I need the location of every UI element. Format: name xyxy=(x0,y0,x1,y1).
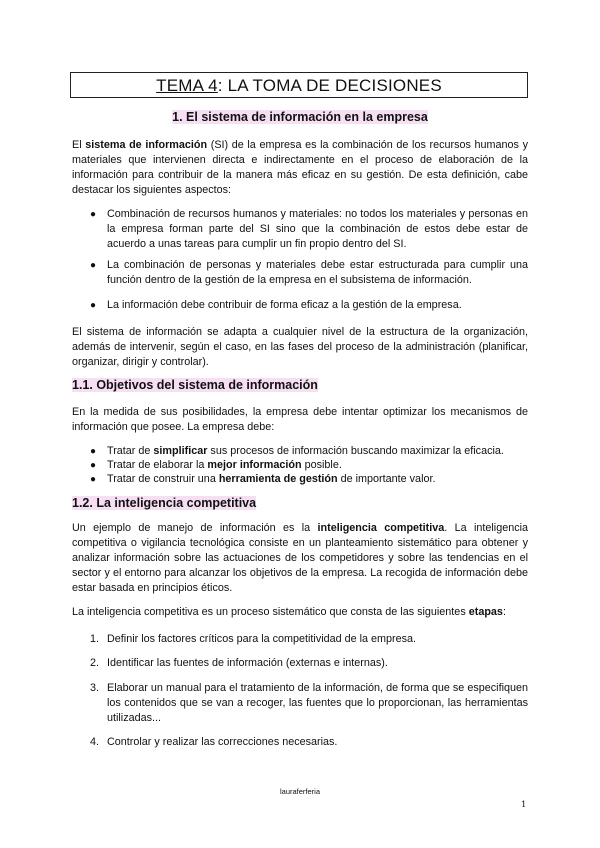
objective-item: Tratar de construir una herramienta de gestión de importante valor. xyxy=(107,473,436,485)
stage-item: Controlar y realizar las correcciones necesarias. xyxy=(107,736,338,748)
competitive-intelligence-paragraph: Un ejemplo de manejo de información es la inteligencia competitiva. La inteligencia competitiva o vigilancia tecnológica consiste en un planteamiento sistemático para obtener y analizar información sobre las actuaciones de los competidores y sobre las tendencias en el sector y el entorno para alcanzar los objetivos de la empresa. La recogida de información debe estar basada en principios éticos. xyxy=(72,522,529,594)
bullet-icon: ● xyxy=(90,474,97,485)
adapts-paragraph: El sistema de información se adapta a cualquier nivel de la estructura de la organización, además de intervenir, según el caso, en las fases del proceso de la administración (planificar, organizar, dirigir y controlar). xyxy=(72,326,528,368)
stage-item: Definir los factores críticos para la competitividad de la empresa. xyxy=(107,633,417,645)
bullet-icon: ● xyxy=(90,209,97,220)
title-rest: : LA TOMA DE DECISIONES xyxy=(217,76,442,95)
page-number: 1 xyxy=(521,800,527,810)
bullet-icon: ● xyxy=(90,260,97,271)
intro-paragraph: El sistema de información (SI) de la empresa es la combinación de los recursos humanos y materiales que intervienen directa e indirectamente en el proceso de elaboración de la información para contribuir de la manera más eficaz en su gestión. De esta definición, cabe destacar los siguientes aspectos: xyxy=(72,139,528,196)
section-1-2-heading: 1.2. La inteligencia competitiva xyxy=(72,496,257,510)
bullet-icon: ● xyxy=(90,446,97,457)
bullet-icon: ● xyxy=(90,300,97,311)
step-number: 4. xyxy=(90,736,100,748)
aspect-item: Combinación de recursos humanos y materiales: no todos los materiales y personas en la empresa forman parte del SI sino que la combinación de estos debe estar de acuerdo a unas tareas para cumplir un fin propio dentro del SI. xyxy=(107,208,528,250)
title-prefix: TEMA 4 xyxy=(156,76,218,95)
stages-paragraph: La inteligencia competitiva es un proceso sistemático que consta de las siguientes etapas: xyxy=(72,606,506,618)
aspect-item: La información debe contribuir de forma eficaz a la gestión de la empresa. xyxy=(107,299,462,311)
step-number: 2. xyxy=(90,657,100,669)
footer-author: lauraferferia xyxy=(279,787,321,796)
objectives-paragraph: En la medida de sus posibilidades, la empresa debe intentar optimizar los mecanismos de información que posee. La empresa debe: xyxy=(72,406,528,433)
section-1-1-heading: 1.1. Objetivos del sistema de información xyxy=(72,378,318,392)
bullet-icon: ● xyxy=(90,460,97,471)
step-number: 3. xyxy=(90,682,100,694)
stage-item: Identificar las fuentes de información (externas e internas). xyxy=(107,657,388,669)
page-title xyxy=(70,72,528,98)
objective-item: Tratar de simplificar sus procesos de información buscando maximizar la eficacia. xyxy=(107,445,504,457)
stage-item: Elaborar un manual para el tratamiento de la información, de forma que se especifiquen los contenidos que se van a recoger, las fuentes que lo proporcionan, las herramientas utilizadas... xyxy=(107,682,528,724)
objective-item: Tratar de elaborar la mejor información posible. xyxy=(107,459,342,471)
section-1-heading: 1. El sistema de información en la empresa xyxy=(172,110,428,124)
aspect-item: La combinación de personas y materiales debe estar estructurada para cumplir una función dentro de la gestión de la empresa en el subsistema de información. xyxy=(107,259,528,286)
step-number: 1. xyxy=(90,633,100,645)
